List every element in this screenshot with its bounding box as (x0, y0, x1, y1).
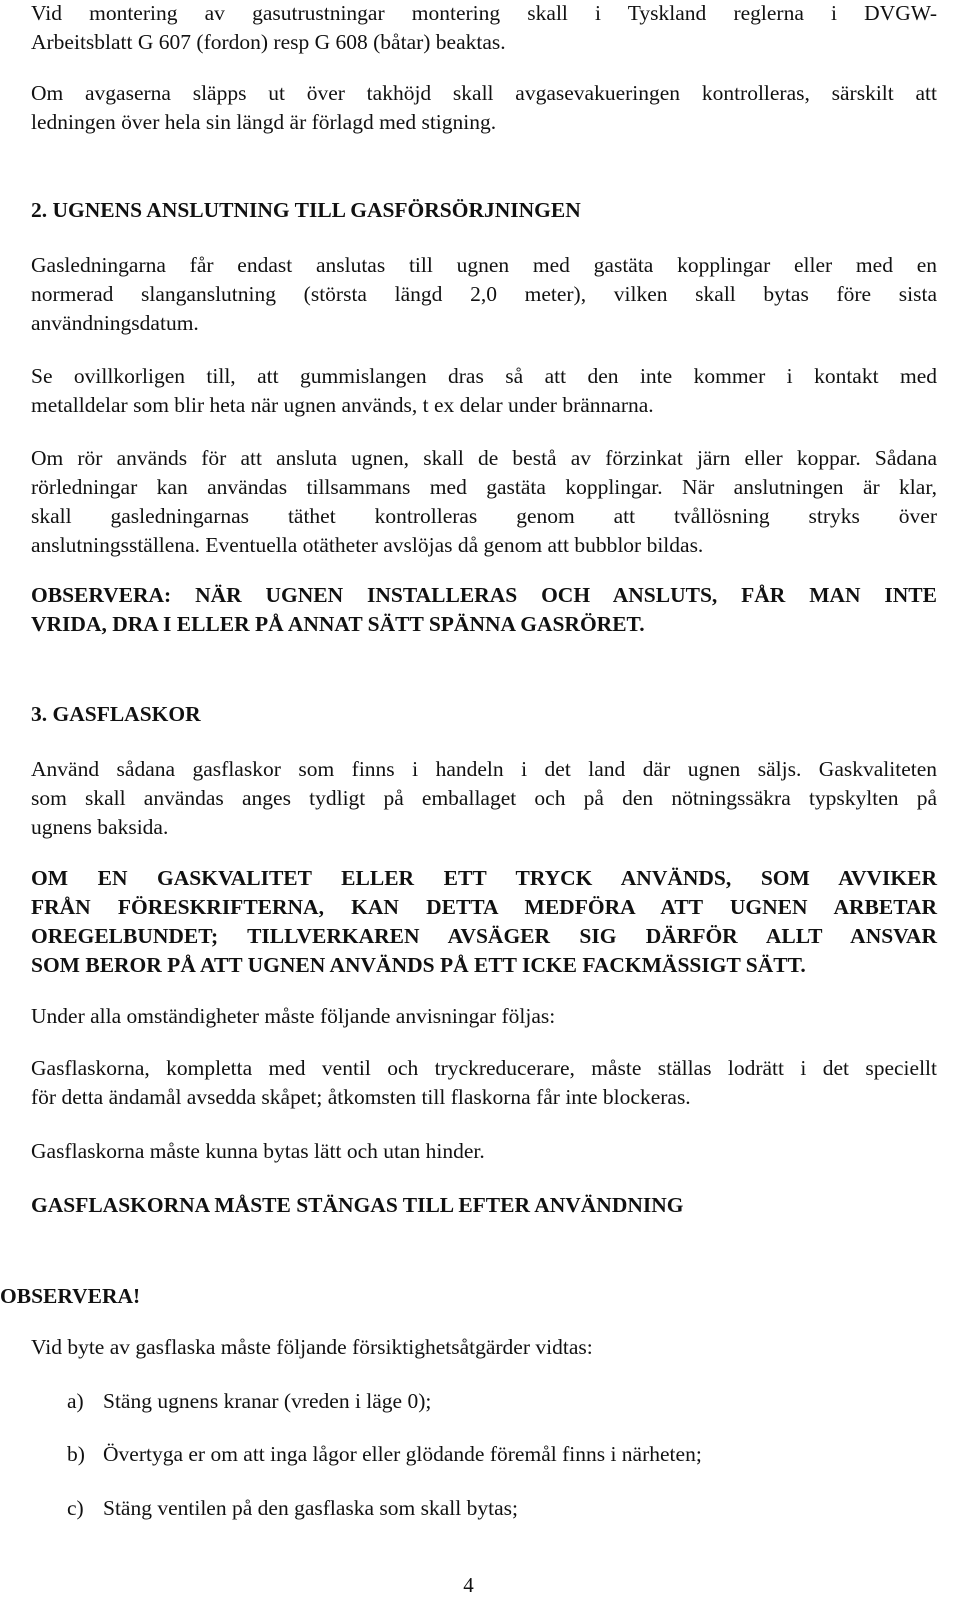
section-2-heading: 2. UGNENS ANSLUTNING TILL GASFÖRSÖRJNINGEN (31, 198, 581, 222)
section-2-paragraph-1: Gasledningarna får endast anslutas till ugnen med gastäta kopplingar eller med en normerad slanganslutning (största längd 2,0 meter), vilken skall bytas före sista användningsdatum. (31, 253, 937, 335)
section-3-paragraph-1: Använd sådana gasflaskor som finns i handeln i det land där ugnen säljs. Gaskvaliteten som skall användas anges tydligt på emballaget och på den nötningssäkra typskylten på ugnens baksida. (31, 757, 937, 839)
intro-paragraph-2: Om avgaserna släpps ut över takhöjd skall avgasevakueringen kontrolleras, särskilt att ledningen över hela sin längd är förlagd med stigning. (31, 81, 937, 134)
section-3-paragraph-2: Under alla omständigheter måste följande anvisningar följas: (31, 1004, 556, 1028)
page-number: 4 (463, 1573, 474, 1597)
section-2-paragraph-2: Se ovillkorligen till, att gummislangen dras så att den inte kommer i kontakt med metalldelar som blir heta när ugnen används, t ex delar under brännarna. (31, 364, 937, 417)
section-3-warning: OM EN GASKVALITET ELLER ETT TRYCK ANVÄNDS, SOM AVVIKER FRÅN FÖRESKRIFTERNA, KAN DETTA MEDFÖRA ATT UGNEN ARBETAR OREGELBUNDET; TILLVERKAREN AVSÄGER SIG DÄRFÖR ALLT ANSVAR SOM BEROR PÅ ATT UGNEN ANVÄNDS PÅ ETT ICKE FACKMÄSSIGT SÄTT. (31, 866, 937, 977)
observera-intro: Vid byte av gasflaska måste följande försiktighetsåtgärder vidtas: (31, 1335, 593, 1359)
intro-paragraph-1: Vid montering av gasutrustningar montering skall i Tyskland reglerna i DVGW- Arbeitsblatt G 607 (fordon) resp G 608 (båtar) beaktas. (31, 1, 937, 54)
section-2-paragraph-3: Om rör används för att ansluta ugnen, skall de bestå av förzinkat järn eller koppar. Sådana rörledningar kan användas tillsammans med gastäta kopplingar. När anslutningen är klar, skall gasledningarnas täthet kontrolleras genom att tvållösning stryks över anslutningsställena. Eventuella otätheter avslöjas då genom att bubblor bildas. (31, 446, 937, 557)
section-3-paragraph-3: Gasflaskorna, kompletta med ventil och tryckreducerare, måste ställas lodrätt i det speciellt för detta ändamål avsedda skåpet; åtkomsten till flaskorna får inte blockeras. (31, 1056, 937, 1109)
section-2-warning: OBSERVERA: NÄR UGNEN INSTALLERAS OCH ANSLUTS, FÅR MAN INTE VRIDA, DRA I ELLER PÅ ANNAT SÄTT SPÄNNA GASRÖRET. (31, 583, 937, 636)
section-3-heading: 3. GASFLASKOR (31, 702, 201, 726)
section-3-bold-line: GASFLASKORNA MÅSTE STÄNGAS TILL EFTER ANVÄNDNING (31, 1193, 684, 1217)
observera-heading: OBSERVERA! (0, 1284, 141, 1308)
list-item: b) Övertyga er om att inga lågor eller glödande föremål finns i närheten; (67, 1442, 702, 1466)
list-item: c) Stäng ventilen på den gasflaska som skall bytas; (67, 1496, 518, 1520)
list-item: a) Stäng ugnens kranar (vreden i läge 0); (67, 1389, 432, 1413)
section-3-paragraph-4: Gasflaskorna måste kunna bytas lätt och utan hinder. (31, 1139, 485, 1163)
